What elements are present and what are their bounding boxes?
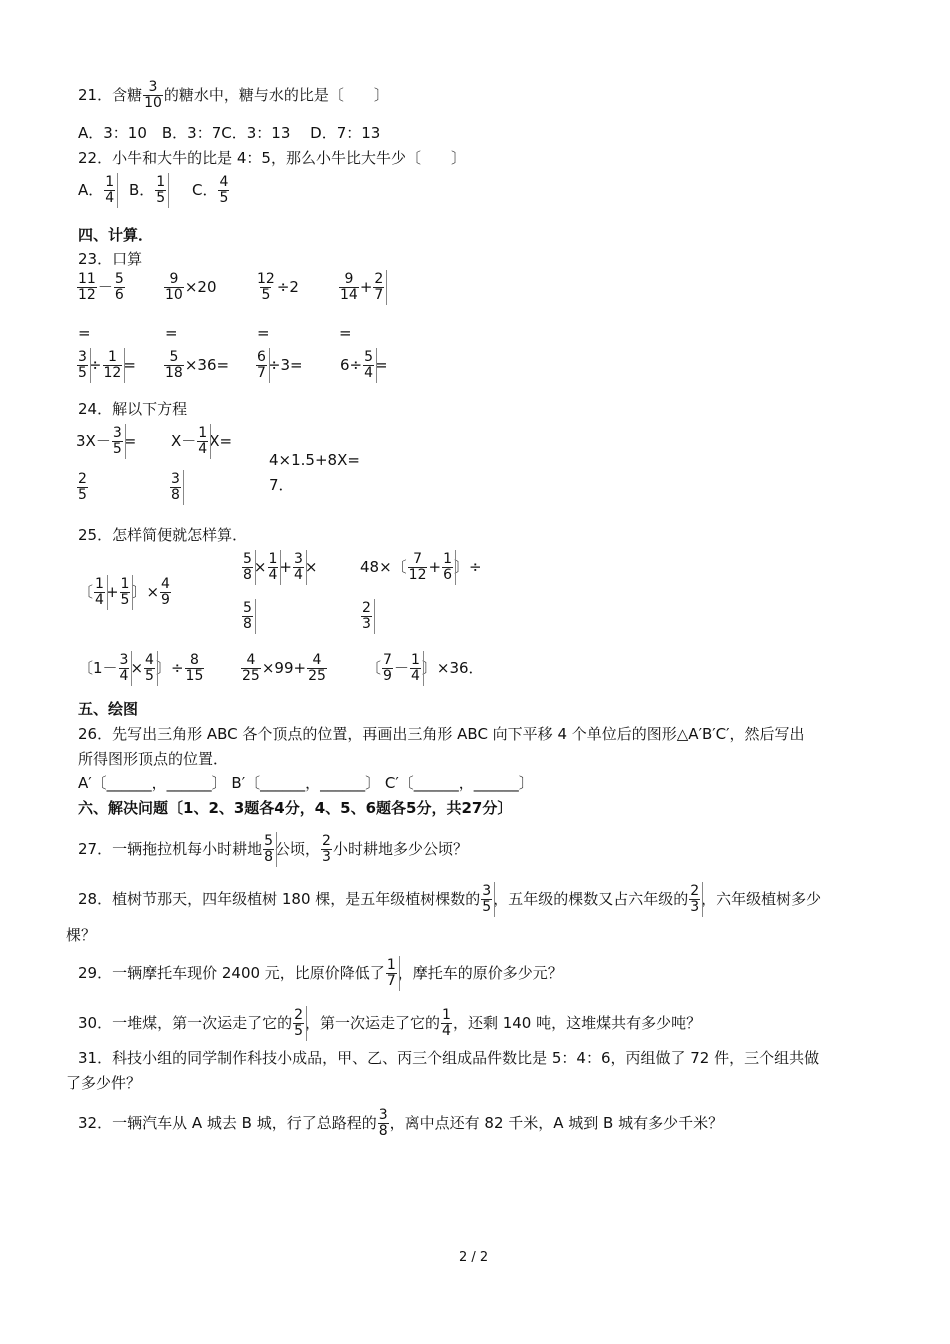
question-31-line-1: 31．科技小组的同学制作科技小成品，甲、乙、丙三个组成品件数比是 5：4：6，丙组做了 72 件，三个组共做 (78, 1049, 820, 1067)
q23-item-6: $\frac{5}{18}$ ×36= (165, 349, 230, 381)
q23-item-5: $\frac{3}{5}$ ÷ $\frac{1}{12}$ = (78, 349, 136, 381)
equals-sign: = (78, 324, 91, 342)
question-26-line-1: 26．先写出三角形 ABC 各个顶点的位置，再画出三角形 ABC 向下平移 4 个单位后的图形△A′B′C′，然后写出 (78, 725, 805, 743)
fraction: $\frac{2}{3}$ (690, 883, 700, 915)
question-26-answer-blanks: A′〔______，______〕 B′〔______，______〕 C′〔______，______〕 (78, 774, 534, 792)
q25-expr-4: 〔1－ $\frac{3}{4}$ × $\frac{4}{5}$ 〕÷ $\frac{8}{15}$ (78, 652, 204, 684)
section-4-heading: 四、计算． (78, 226, 154, 244)
q25-expr-6: 〔 $\frac{7}{9}$ － $\frac{1}{4}$ 〕×36． (366, 652, 484, 684)
q23-item-1: $\frac{11}{12}$ － $\frac{5}{6}$ (78, 271, 124, 303)
fraction: $\frac{4}{5}$ (145, 652, 154, 684)
question-30: 30．一堆煤，第一次运走了它的 $\frac{2}{5}$ ，第一次运走了它的 $\frac{1}{4}$ ，还剩 140 吨，这堆煤共有多少吨？ (78, 1007, 702, 1039)
q25-expr-2: $\frac{5}{8}$ × $\frac{1}{4}$ + $\frac{3}{4}$ × (243, 551, 318, 583)
fraction: $\frac{3}{8}$ (171, 471, 180, 503)
fraction: $\frac{5}{6}$ (114, 271, 124, 303)
fraction: $\frac{8}{15}$ (185, 652, 204, 684)
question-29: 29．一辆摩托车现价 2400 元，比原价降低了 $\frac{1}{7}$ ，摩托车的原价多少元？ (78, 957, 563, 989)
fraction: $\frac{2}{7}$ (374, 271, 384, 303)
fraction: $\frac{9}{10}$ (165, 271, 183, 303)
fraction: $\frac{2}{3}$ (322, 833, 331, 865)
fraction: $\frac{1}{7}$ (386, 957, 396, 989)
fraction: $\frac{4}{5}$ (219, 174, 229, 206)
q24-equation-1-rhs (76, 472, 89, 503)
section-5-heading: 五、绘图 (78, 700, 139, 718)
question-21 (78, 80, 389, 111)
fraction: $\frac{5}{8}$ (243, 600, 252, 632)
fraction: $\frac{7}{9}$ (383, 652, 392, 684)
fraction: $\frac{1}{12}$ (103, 349, 122, 381)
fraction: $\frac{1}{4}$ (105, 174, 115, 206)
fraction: $\frac{9}{14}$ (340, 271, 358, 303)
question-22: 22．小牛和大牛的比是 4：5，那么小牛比大牛少〔 〕 (78, 149, 466, 167)
q24-equation-2: X－ $\frac{1}{4}$ X= (171, 425, 233, 457)
q21-tail: 的糖水中，糖与水的比是〔 〕 (163, 86, 389, 104)
fraction: $\frac{3}{8}$ (378, 1107, 388, 1139)
q25-expr-5: $\frac{4}{25}$ ×99+ $\frac{4}{25}$ (242, 652, 326, 684)
fraction: $\frac{2}{5}$ (78, 471, 87, 503)
fraction: $\frac{1}{4}$ (198, 425, 208, 457)
fraction: $\frac{2}{3}$ (362, 600, 371, 632)
question-31-line-2: 了多少件？ (66, 1074, 142, 1092)
q23-item-8: 6÷ $\frac{5}{4}$ = (340, 349, 388, 381)
question-22-options: A． $\frac{1}{4}$ B． $\frac{1}{5}$ C． $\frac{4}{5}$ (78, 174, 229, 206)
fraction: $\frac{12}{5}$ (257, 271, 275, 303)
fraction: $\frac{11}{12}$ (78, 271, 96, 303)
fraction: $\frac{1}{4}$ (95, 576, 104, 608)
page-number: 2 / 2 (459, 1250, 489, 1265)
q24-equation-3: 4×1.5+8X= (269, 451, 360, 469)
q23-item-7: $\frac{6}{7}$ ÷3= (257, 349, 303, 381)
fraction: $\frac{3}{5}$ (112, 425, 122, 457)
fraction: $\frac{4}{25}$ (242, 652, 260, 684)
q24-equation-3-rhs: 7． (269, 476, 294, 494)
q25-expr-3-cont (360, 601, 373, 632)
q23-item-4: $\frac{9}{14}$ + $\frac{2}{7}$ (340, 271, 384, 303)
fraction: $\frac{1}{5}$ (120, 576, 130, 608)
fraction: $\frac{1}{5}$ (156, 174, 166, 206)
fraction: $\frac{4}{9}$ (161, 576, 170, 608)
fraction: $\frac{5}{8}$ (264, 833, 274, 865)
fraction: $\frac{4}{25}$ (308, 652, 326, 684)
fraction: $\frac{3}{4}$ (294, 551, 303, 583)
question-28: 28．植树节那天，四年级植树 180 棵，是五年级植树棵数的 $\frac{3}{5}$ ，五年级的棵数又占六年级的 $\frac{2}{3}$ ，六年级植树多少 (78, 883, 822, 915)
question-21-options: A．3：10 B．3：7C．3：13 D．7：13 (78, 124, 381, 142)
fraction: $\frac{6}{7}$ (257, 349, 266, 381)
section-6-heading: 六、解决问题〔1、2、3题各4分，4、5、6题各5分，共27分〕 (78, 799, 513, 817)
question-27: 27．一辆拖拉机每小时耕地 $\frac{5}{8}$ 公顷， $\frac{2}{3}$ 小时耕地多少公顷？ (78, 833, 468, 865)
q23-item-2: $\frac{9}{10}$ ×20 (165, 271, 217, 303)
q24-equation-1: 3X－ $\frac{3}{5}$ = (76, 425, 137, 457)
fraction: $\frac{3}{10}$ (144, 79, 162, 111)
fraction: $\frac{2}{5}$ (294, 1007, 304, 1039)
fraction: $\frac{3}{5}$ (482, 883, 492, 915)
fraction: $\frac{5}{18}$ (165, 349, 183, 381)
fraction: $\frac{1}{6}$ (443, 551, 452, 583)
equals-sign: = (257, 324, 270, 342)
fraction: $\frac{3}{4}$ (119, 652, 129, 684)
fraction: $\frac{3}{5}$ (78, 349, 87, 381)
q25-expr-3: 48×〔 $\frac{7}{12}$ + $\frac{1}{6}$ 〕÷ (360, 551, 482, 583)
q25-expr-1: 〔 $\frac{1}{4}$ + $\frac{1}{5}$ 〕× $\frac{4}{9}$ (78, 576, 170, 608)
q21-label: 21．含糖 (78, 86, 143, 104)
equals-sign: = (339, 324, 352, 342)
question-25: 25．怎样简便就怎样算． (78, 526, 248, 544)
fraction: $\frac{1}{4}$ (442, 1007, 451, 1039)
question-24: 24．解以下方程 (78, 400, 188, 418)
question-32: 32．一辆汽车从 A 城去 B 城，行了总路程的 $\frac{3}{8}$ ，离中点还有 82 千米，A 城到 B 城有多少千米？ (78, 1107, 724, 1139)
equals-sign: = (165, 324, 178, 342)
question-26-line-2: 所得图形顶点的位置． (78, 750, 229, 768)
fraction: $\frac{5}{8}$ (243, 551, 252, 583)
q24-equation-2-rhs (169, 472, 182, 503)
fraction: $\frac{1}{4}$ (268, 551, 278, 583)
q23-item-3: $\frac{12}{5}$ ÷2 (257, 271, 299, 303)
fraction: $\frac{7}{12}$ (408, 551, 427, 583)
q25-expr-2-cont (241, 601, 254, 632)
question-23: 23．口算 (78, 250, 143, 268)
question-28-line-2: 棵？ (66, 926, 97, 944)
fraction: $\frac{1}{4}$ (410, 652, 420, 684)
fraction: $\frac{5}{4}$ (364, 349, 374, 381)
